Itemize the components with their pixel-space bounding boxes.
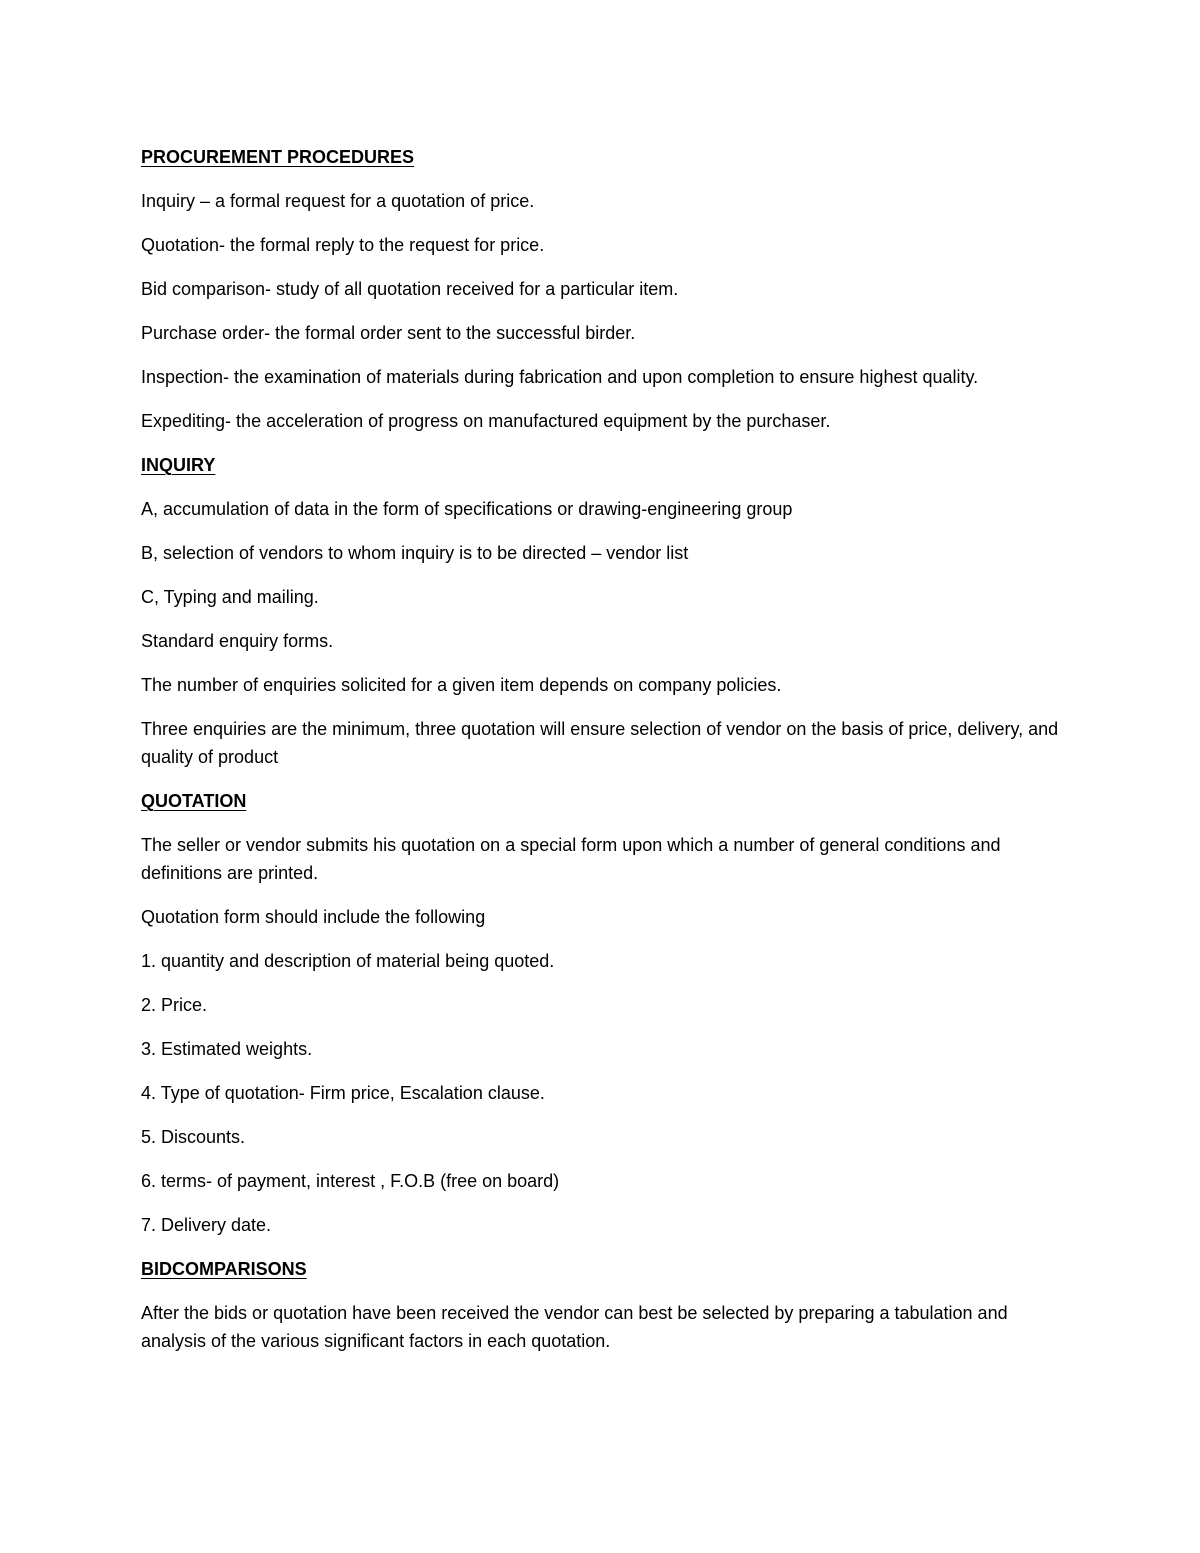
quotation-list-item: 4. Type of quotation- Firm price, Escalation clause. xyxy=(141,1083,545,1103)
definition-bid-comparison: Bid comparison- study of all quotation received for a particular item. xyxy=(141,279,679,299)
quotation-list-item: 2. Price. xyxy=(141,995,208,1015)
quotation-list-item: 7. Delivery date. xyxy=(141,1215,272,1235)
quotation-list-item: 1. quantity and description of material being quoted. xyxy=(141,951,555,971)
bid-comparisons-paragraph: After the bids or quotation have been received the vendor can best be selected by preparing a tabulation and analysis of the various significant factors in each quotation. xyxy=(141,1303,1008,1351)
quotation-list-item: 5. Discounts. xyxy=(141,1127,246,1147)
definition-purchase-order: Purchase order- the formal order sent to the successful birder. xyxy=(141,323,636,343)
inquiry-heading: INQUIRY xyxy=(141,455,216,475)
inquiry-paragraph: B, selection of vendors to whom inquiry is to be directed – vendor list xyxy=(141,543,689,563)
quotation-list-item: 3. Estimated weights. xyxy=(141,1039,313,1059)
inquiry-paragraph: C, Typing and mailing. xyxy=(141,587,319,607)
definition-quotation: Quotation- the formal reply to the request for price. xyxy=(141,235,545,255)
definition-expediting: Expediting- the acceleration of progress on manufactured equipment by the purchaser. xyxy=(141,411,831,431)
quotation-paragraph: The seller or vendor submits his quotation on a special form upon which a number of general conditions and definitions are printed. xyxy=(141,835,1001,883)
inquiry-paragraph: A, accumulation of data in the form of specifications or drawing-engineering group xyxy=(141,499,793,519)
bid-comparisons-heading: BIDCOMPARISONS xyxy=(141,1259,307,1279)
inquiry-paragraph: Three enquiries are the minimum, three quotation will ensure selection of vendor on the basis of price, delivery, and quality of product xyxy=(141,719,1059,767)
inquiry-paragraph: The number of enquiries solicited for a given item depends on company policies. xyxy=(141,675,782,695)
inquiry-paragraph: Standard enquiry forms. xyxy=(141,631,334,651)
quotation-paragraph: Quotation form should include the following xyxy=(141,907,486,927)
document-body xyxy=(141,143,1071,1371)
definition-inspection: Inspection- the examination of materials during fabrication and upon completion to ensure highest quality. xyxy=(141,367,979,387)
document-title: PROCUREMENT PROCEDURES xyxy=(141,147,415,167)
definition-inquiry: Inquiry – a formal request for a quotation of price. xyxy=(141,191,535,211)
quotation-heading: QUOTATION xyxy=(141,791,247,811)
quotation-list-item: 6. terms- of payment, interest , F.O.B (free on board) xyxy=(141,1171,560,1191)
